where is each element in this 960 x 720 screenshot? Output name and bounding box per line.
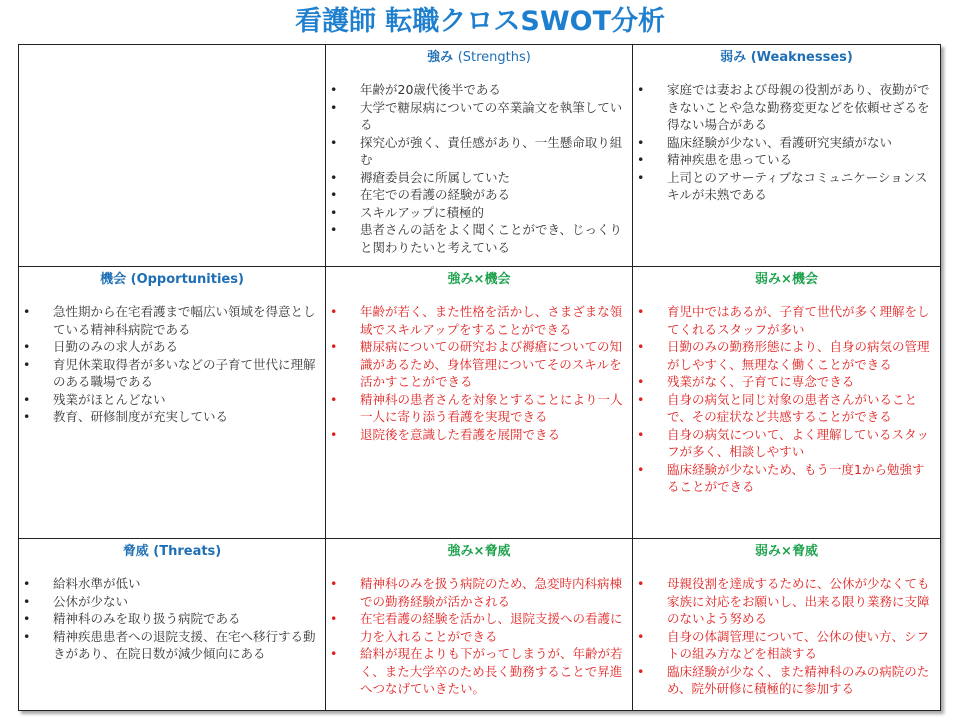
so-item: • 年齢が若く、また性格を活かし、さまざまな領域でスキルアップをすることができる [360, 303, 628, 338]
wo-header: 弱み×機会 [755, 272, 818, 287]
st-cell [326, 539, 633, 711]
opportunities-item: • 残業がほとんどない [53, 391, 321, 409]
so-item: • 精神科の患者さんを対象とすることにより一人一人に寄り添う看護を実現できる [360, 391, 628, 426]
threats-item: • 公休が少ない [53, 593, 321, 611]
strengths-item: • 患者さんの話をよく聞くことができ、じっくりと関わりたいと考えている [360, 221, 628, 256]
strengths-item: • スキルアップに積極的 [360, 204, 628, 222]
st-item: • 在宅看護の経験を活かし、退院支援への看護に力を入れることができる [360, 610, 628, 645]
so-header: 強み×機会 [447, 272, 511, 287]
wo-item: • 臨床経験が少ないため、もう一度1から勉強することができる [667, 461, 936, 496]
wo-item: • 自身の病気と同じ対象の患者さんがいることで、その症状など共感することができる [667, 391, 936, 426]
wt-header: 弱み×脅威 [755, 544, 818, 559]
opportunities-item: • 急性期から在宅看護まで幅広い領域を得意としている精神科病院である [53, 303, 321, 338]
threats-item: • 給料水準が低い [53, 575, 321, 593]
opportunities-list [19, 303, 325, 426]
weaknesses-item: • 臨床経験が少ない、看護研究実績がない [667, 134, 936, 152]
wo-item: • 残業がなく、子育てに専念できる [667, 373, 936, 391]
st-list [326, 575, 632, 698]
strengths-cell [326, 45, 633, 267]
wt-cell [633, 539, 941, 711]
opportunities-header: 機会 (Opportunities) [100, 272, 244, 287]
opportunities-cell [19, 267, 326, 539]
wt-item: • 臨床経験が少なく、また精神科のみの病院のため、院外研修に積極的に参加する [667, 663, 936, 698]
st-item: • 精神科のみを扱う病院のため、急変時内科病棟での勤務経験が活かされる [360, 575, 628, 610]
so-item: • 糖尿病についての研究および褥瘡についての知識があるため、身体管理についてそのスキルを活かすことができる [360, 338, 628, 391]
strengths-item: • 褥瘡委員会に所属していた [360, 169, 628, 187]
so-item: • 退院後を意識した看護を展開できる [360, 426, 628, 444]
threats-list [19, 575, 325, 663]
wo-item: • 育児中ではあるが、子育て世代が多く理解をしてくれるスタッフが多い [667, 303, 936, 338]
wt-item: • 自身の体調管理について、公休の使い方、シフトの組み方などを相談する [667, 628, 936, 663]
weaknesses-item: • 上司とのアサーティブなコミュニケーションスキルが未熟である [667, 169, 936, 204]
wo-list [633, 303, 940, 496]
weaknesses-list [633, 81, 940, 204]
empty-corner-cell [19, 45, 326, 267]
opportunities-item: • 日勤のみの求人がある [53, 338, 321, 356]
opportunities-item: • 育児休業取得者が多いなどの子育て世代に理解のある職場である [53, 356, 321, 391]
weaknesses-item: • 精神疾患を患っている [667, 151, 936, 169]
st-item: • 給料が現在よりも下がってしまうが、年齢が若く、また大学卒のため長く勤務することで昇進へつなげていきたい。 [360, 645, 628, 698]
threats-item: • 精神疾患患者への退院支援、在宅へ移行する動きがあり、在院日数が減少傾向にある [53, 628, 321, 663]
wo-item: • 日勤のみの勤務形態により、自身の病気の管理がしやすく、無理なく働くことができる [667, 338, 936, 373]
swot-table [18, 44, 941, 711]
strengths-item: • 在宅での看護の経験がある [360, 186, 628, 204]
wo-item: • 自身の病気について、よく理解しているスタッフが多く、相談しやすい [667, 426, 936, 461]
weaknesses-cell [633, 45, 941, 267]
so-cell [326, 267, 633, 539]
threats-cell [19, 539, 326, 711]
threats-item: • 精神科のみを取り扱う病院である [53, 610, 321, 628]
strengths-header: 強み (Strengths) [427, 50, 531, 65]
wt-item: • 母親役割を達成するために、公休が少なくても家族に対応をお願いし、出来る限り業務に支障のないよう努める [667, 575, 936, 628]
strengths-item: • 大学で糖尿病についての卒業論文を執筆している [360, 99, 628, 134]
opportunities-item: • 教育、研修制度が充実している [53, 408, 321, 426]
weaknesses-item: • 家庭では妻および母親の役割があり、夜勤ができないことや急な勤務変更などを依頼せざるを得ない場合がある [667, 81, 936, 134]
strengths-list [326, 81, 632, 256]
strengths-item: • 年齢が20歳代後半である [360, 81, 628, 99]
wt-list [633, 575, 940, 698]
wo-cell [633, 267, 941, 539]
so-list [326, 303, 632, 443]
weaknesses-header: 弱み (Weaknesses) [720, 50, 853, 65]
strengths-item: • 探究心が強く、責任感があり、一生懸命取り組む [360, 134, 628, 169]
page-title: 看護師 転職クロスSWOT分析 [295, 6, 665, 37]
threats-header: 脅威 (Threats) [122, 544, 222, 559]
st-header: 強み×脅威 [447, 544, 511, 559]
